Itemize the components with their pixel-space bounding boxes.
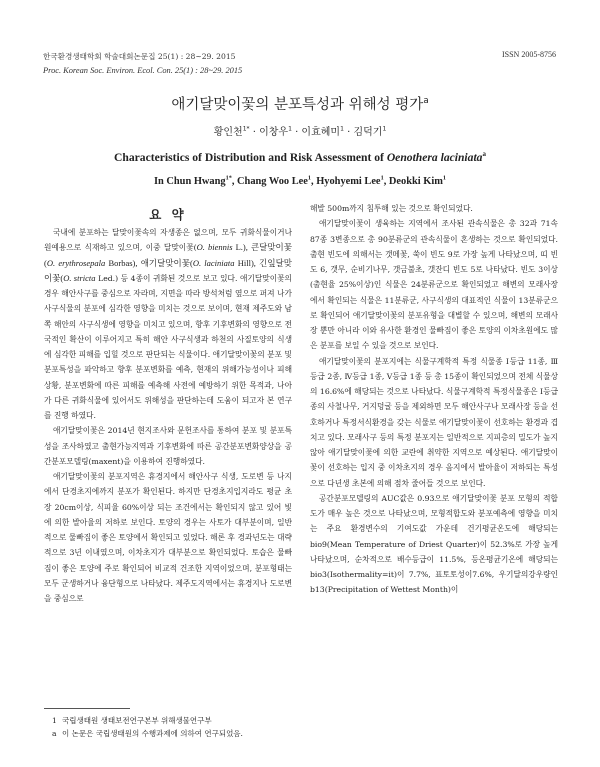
- journal-citation-en: Proc. Korean Soc. Environ. Ecol. Con. 25(1) : 28~29. 2015: [43, 66, 243, 75]
- title-ko: 애기달맞이꽃의 분포특성과 위해성 평가$^a$: [171, 96, 429, 113]
- paragraph-habitat: 애기달맞이꽃의 분포지역은 휴경지에서 해안사구 식생, 도로변 등 나지에서 단경초지에까지 분포가 확인된다. 하지만 단경초지입지라도 평균 초장 20cm이상, 식피율 60%이상 되는 조건에서는 확인되지 않고 있어 빛에 의한 발아율의 저하로 보인다. 토양의 경우는 사토가 대부분이며, 일반적으로 물빠짐이 좋은 토양에서 확인되고 있었다. 해론 후 경과년도는 대략적으로 3년 이내였으며, 이차초지가 대부분으로 확인되었다. 토습은 물빠짐이 좋은 토양에 주로 확인되어 비교적 건조한 지역이었으며, 분포형태는 모두 군생하거나 융단형으로 나타났다. 제주도지역에서는 휴경지나 도로변을 중심으로: [44, 472, 292, 603]
- footnotes-visible: [44, 708, 558, 740]
- paragraph-intro: 국내에 분포하는 달맞이꽃속의 자생종은 없으며, 모두 귀화식물이거나 원예용으로 식재하고 있으며, 이중 달맞이꽃(O. biennis L.), 큰달맞이꽃(O. erythrosepala Borbas), 애기달맞이꽃(O. laciniata Hill), 긴잎달맞이꽃(O. stricta Led.) 등 4종이 귀화된 것으로 보고 있다. 애기달맞이꽃의 경우 해안사구를 중심으로 자라며, 지면을 따라 방석처럼 옆으로 퍼져 나가 사구식물의 분포에 심각한 영향을 미치는 것으로 보이며, 현재 제주도와 남쪽 해안의 사구식생에 영향을 미치고 있으며, 향후 기후변화의 영향으로 전국적인 확산이 이루어지고 특히 해안 사구식생과 하천의 사질토양의 식생에 심각한 피해를 입힐 것으로 판단되는 식물이다. 애기달맞이꽃의 분포 및 분포특성을 파악하고 향후 분포변화를 예측, 현재의 위해가능성이나 피해상황, 분포변화에 따른 피해를 예측해 사전에 예방하기 위한 목적과, 나아가 다른 귀화식물에 있어서도 위해성을 판단하는데 도움이 되고자 본 연구를 진행 하였다.: [44, 228, 292, 420]
- paragraph-continued: 해발 500m까지 침투해 있는 것으로 확인되었다.: [310, 204, 473, 213]
- left-column: [44, 225, 292, 606]
- paragraph-modeling: 공간분포모델링의 AUC값은 0.93으로 애기달맞이꽃 분포 모형의 적합도가 매우 높은 것으로 나타났으며, 모형적합도와 분포예측에 영향을 미치는 주요 환경변수의 기여도값 가운데 건기평균온도에 해당되는 bio9(Mean Temperature of Driest Quarter)이 52.3%로 가장 높게 나타났으며, 순차적으로 배수등급이 11.5%, 등온평균기온에 해당되는 bio3(Isothermality=it)이 7.7%, 표토토성이7.6%, 우기달의강우량인 b13(Precipitation of Wettest Month)이: [310, 493, 558, 595]
- right-column: [310, 201, 558, 598]
- paragraph-methods: 애기달맞이꽃은 2014년 현지조사와 문헌조사를 통하여 분포 및 분포특성을 조사하였고 출현가능지역과 기후변화에 따른 공간분포변화양상을 공간분포모델링(maxent)을 이용하여 진행하였다.: [44, 426, 292, 466]
- authors-ko: 황인천$^{1*}$ · 이창우$^1$ · 이효혜미$^1$ · 김덕기$^1$: [213, 125, 387, 138]
- footnote-1: 1 국립생태원 생태보전연구본부 위해생물연구부: [52, 716, 212, 725]
- footnote-a: a 이 논문은 국립생태원의 수행과제에 의하여 연구되었음.: [52, 728, 243, 738]
- journal-citation-ko: 한국환경생태학회 학술대회논문집 25(1) : 28~29. 2015: [43, 52, 236, 61]
- abstract-heading: 요 약: [149, 207, 187, 222]
- title-en: Characteristics of Distribution and Risk Assessment of Oenothera laciniata$^a$: [114, 150, 486, 164]
- issn: ISSN 2005-8756: [501, 50, 556, 59]
- authors-en: In Chun Hwang$^{1*}$, Chang Woo Lee$^1$, Hyohyemi Lee$^1$, Deokki Kim$^1$: [153, 174, 446, 187]
- paragraph-flora: 애기달맞이꽃이 생육하는 지역에서 조사된 관속식물은 총 32과 71속 87종 3변종으로 총 90분류군의 관속식물이 혼생하는 것으로 확인되었다. 출현 빈도에 의해서는 갯메꽃, 쑥이 빈도 9로 가장 높게 나타났으며, 띠 빈도 6, 갯무, 순비기나무, 갯금불초, 갯잔디 빈도 5로 나타났다. 빈도 3이상 (출현율 25%이상)인 식물은 24분류군으로 확인되었고 해변의 모래사장에서 확인되는 식물은 11분류군, 사구식생의 대표적인 식물이 13분류군으로 확인되어 애기달맞이꽃의 분포유형을 대별할 수 있으며, 해변의 모래사장 뿐만 아니라 이와 유사한 환경인 물빠짐이 좋은 토양의 이차초원에도 많은 분포를 보일 수 있을 것으로 보인다.: [310, 219, 558, 351]
- paragraph-specific-species: 애기달맞이꽃의 분포지에는 식물구계학적 특정 식물종 Ⅰ등급 11종, Ⅲ등급 2종, Ⅳ등급 1종, Ⅴ등급 1종 등 총 15종이 확인되었으며 전체 식물상의 16.6%에 해당되는 것으로 나타났다. 식물구계학적 특정식물종은 Ⅰ등급 종의 사철나무, 거지덩굴 등을 제외하면 모두 해안사구나 모래사장 등을 선호하거나 특정서식환경을 갖는 식물로 애기달맞이꽃이 선호하는 환경과 겹치고 있다. 모래사구 등의 특정 분포지는 일반적으로 지피층의 밀도가 높지 않아 애기달맞이꽃에 의한 교란에 취약한 지역으로 예상된다. 애기달맞이꽃이 선호하는 입지 중 이차초지의 경우 음지에서 발아율이 저하되는 특성으로 다년생 초본에 의해 점차 줄어들 것으로 보인다.: [310, 356, 558, 488]
- footnote-rule: [44, 708, 130, 709]
- journal-header: [43, 50, 242, 78]
